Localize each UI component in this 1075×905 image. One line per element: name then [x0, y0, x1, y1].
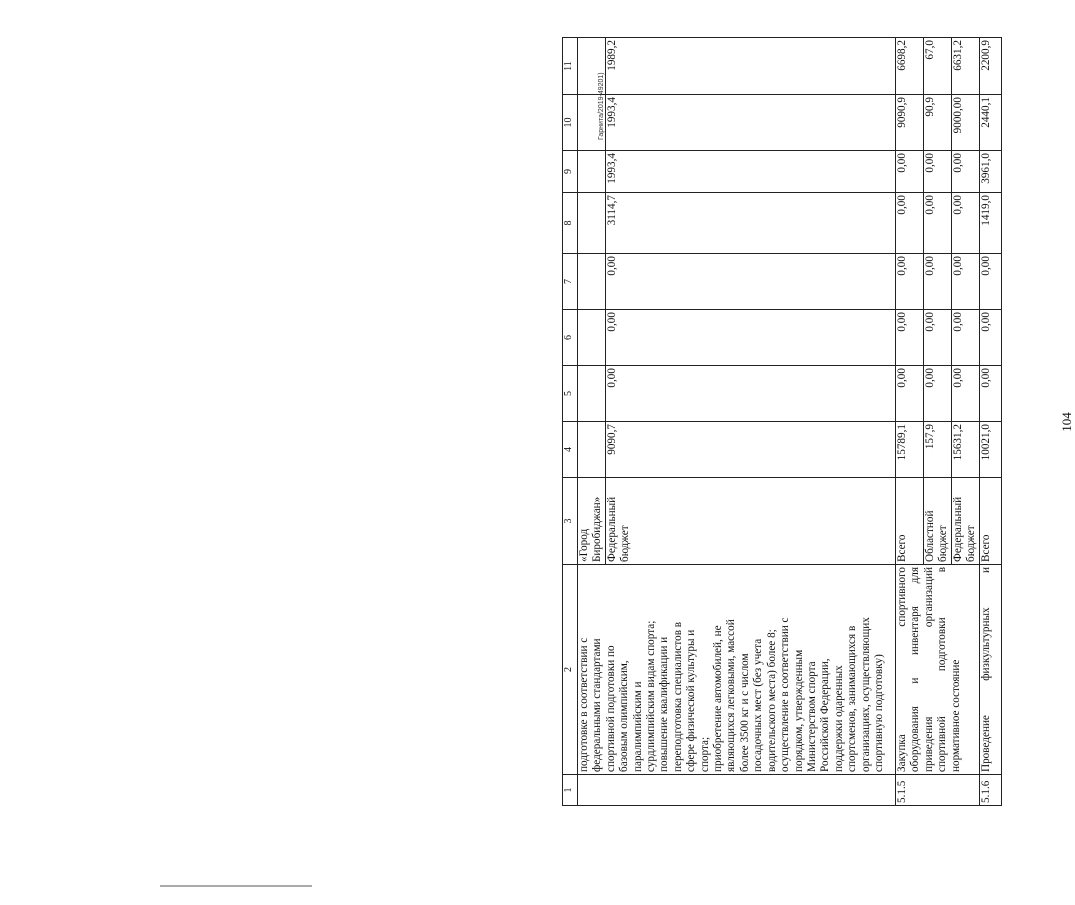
- value-cell: 2440,1: [980, 95, 1002, 151]
- value-cell: 3114,7: [606, 193, 896, 254]
- item-code-cell: [578, 775, 896, 806]
- funding-source: Всего: [896, 478, 924, 565]
- value-cell: 2200,9: [980, 38, 1002, 95]
- funding-source: Всего: [980, 478, 1002, 565]
- desc-line: приведения организаций: [922, 567, 935, 772]
- desc-line: повышение квалификации и: [658, 636, 671, 772]
- value-cell: 0,00: [924, 151, 952, 193]
- desc-line: паралимпийским и: [631, 681, 644, 772]
- value-cell: 3961,0: [980, 151, 1002, 193]
- item-code-cell: 5.1.6: [980, 775, 1002, 806]
- item-description: Проведение физкультурных и: [980, 565, 1002, 775]
- rotated-page: [562, 38, 1074, 806]
- desc-line: осуществление в соответствии с: [779, 617, 792, 772]
- value-cell: 0,00: [952, 310, 980, 366]
- col-header: 9: [563, 151, 578, 193]
- value-cell: 0,00: [980, 366, 1002, 422]
- value-cell: 6631,2: [952, 38, 980, 95]
- value-cell: 1419,0: [980, 193, 1002, 254]
- desc-line: спорта;: [698, 736, 711, 772]
- value-cell: 10021,0: [980, 422, 1002, 478]
- desc-line: нормативное состояние: [949, 659, 962, 772]
- item-description: [578, 565, 896, 775]
- value-cell: 0,00: [896, 151, 924, 193]
- value-cell: 0,00: [896, 193, 924, 254]
- desc-line: спортивную подготовку): [872, 654, 885, 772]
- value-cell: 0,00: [952, 151, 980, 193]
- funding-source: «Город Биробиджан»: [578, 478, 606, 565]
- value-cell: 0,00: [924, 310, 952, 366]
- col-header: 11: [563, 38, 578, 95]
- desc-line: являющихся легковыми, массой: [725, 619, 738, 772]
- desc-line: сфере физической культуры и: [685, 629, 698, 772]
- desc-line: сурдлимпийским видам спорта;: [645, 620, 658, 772]
- value-cell: 9000,00: [952, 95, 980, 151]
- desc-line: приобретение автомобилей, не: [712, 625, 725, 772]
- value-cell: [578, 151, 606, 193]
- desc-line: водительского места) более 8;: [765, 629, 778, 772]
- col-header: 6: [563, 310, 578, 366]
- value-cell: 90,9: [924, 95, 952, 151]
- col-header: 8: [563, 193, 578, 254]
- value-cell: 9090,9: [896, 95, 924, 151]
- value-cell: 0,00: [980, 310, 1002, 366]
- col-header: 3: [563, 478, 578, 565]
- desc-line: посадочных мест (без учета: [752, 638, 765, 772]
- value-cell: 0,00: [606, 254, 896, 310]
- col-header: 2: [563, 565, 578, 775]
- desc-line: Министерством спорта: [805, 661, 818, 772]
- col-header: 5: [563, 366, 578, 422]
- value-cell: 0,00: [952, 366, 980, 422]
- col-header: 1: [563, 775, 578, 806]
- funding-source: Областной бюджет: [924, 478, 952, 565]
- value-cell: [578, 310, 606, 366]
- document-stamp: Гарнита/2019-49201): [598, 72, 605, 140]
- col-header: 10: [563, 95, 578, 151]
- desc-line: спортивной подготовки по: [604, 645, 617, 772]
- funding-source: Федеральный бюджет: [952, 478, 980, 565]
- table-row: [578, 38, 606, 806]
- item-code-cell: 5.1.5: [896, 775, 980, 806]
- value-cell: 15631,2: [952, 422, 980, 478]
- value-cell: [578, 366, 606, 422]
- desc-line: более 3500 кг и с числом: [738, 653, 751, 772]
- desc-line: порядком, утвержденным: [792, 649, 805, 772]
- value-cell: 0,00: [952, 254, 980, 310]
- col-header: 4: [563, 422, 578, 478]
- value-cell: [578, 254, 606, 310]
- desc-line: спортивной подготовки в: [936, 567, 949, 772]
- desc-line: Закупка спортивного: [896, 567, 908, 772]
- table-row: [896, 38, 924, 806]
- value-cell: 1989,2: [606, 38, 896, 95]
- value-cell: 0,00: [896, 310, 924, 366]
- value-cell: 9090,7: [606, 422, 896, 478]
- value-cell: 0,00: [980, 254, 1002, 310]
- value-cell: 0,00: [924, 366, 952, 422]
- value-cell: 1993,4: [606, 95, 896, 151]
- desc-line: спортсменов, занимающихся в: [846, 625, 859, 772]
- funding-source: Федеральный бюджет: [606, 478, 896, 565]
- column-number-row: [563, 38, 578, 806]
- desc-line: федеральными стандартами: [591, 638, 604, 772]
- item-description: [896, 565, 980, 775]
- desc-line: Российской Федерации,: [819, 658, 832, 772]
- budget-table: [562, 37, 1002, 806]
- desc-line: базовым олимпийским,: [618, 660, 631, 772]
- col-header: 7: [563, 254, 578, 310]
- value-cell: 1993,4: [606, 151, 896, 193]
- desc-line: организациях, осуществляющих: [859, 617, 872, 772]
- desc-line: поддержки одаренных: [832, 665, 845, 772]
- value-cell: [578, 193, 606, 254]
- desc-line: переподготовка специалистов в: [671, 621, 684, 772]
- value-cell: 157,9: [924, 422, 952, 478]
- value-cell: 0,00: [606, 366, 896, 422]
- value-cell: 0,00: [606, 310, 896, 366]
- value-cell: 0,00: [952, 193, 980, 254]
- value-cell: 0,00: [924, 254, 952, 310]
- table-row: [980, 38, 1002, 806]
- page-number: 104: [1059, 412, 1074, 432]
- value-cell: 0,00: [896, 366, 924, 422]
- value-cell: 6698,2: [896, 38, 924, 95]
- value-cell: [578, 422, 606, 478]
- value-cell: 0,00: [924, 193, 952, 254]
- value-cell: 15789,1: [896, 422, 924, 478]
- desc-line: подготовке в соответствии с: [578, 637, 590, 772]
- desc-line: оборудования и инвентаря для: [909, 567, 922, 772]
- value-cell: 67,0: [924, 38, 952, 95]
- value-cell: 0,00: [896, 254, 924, 310]
